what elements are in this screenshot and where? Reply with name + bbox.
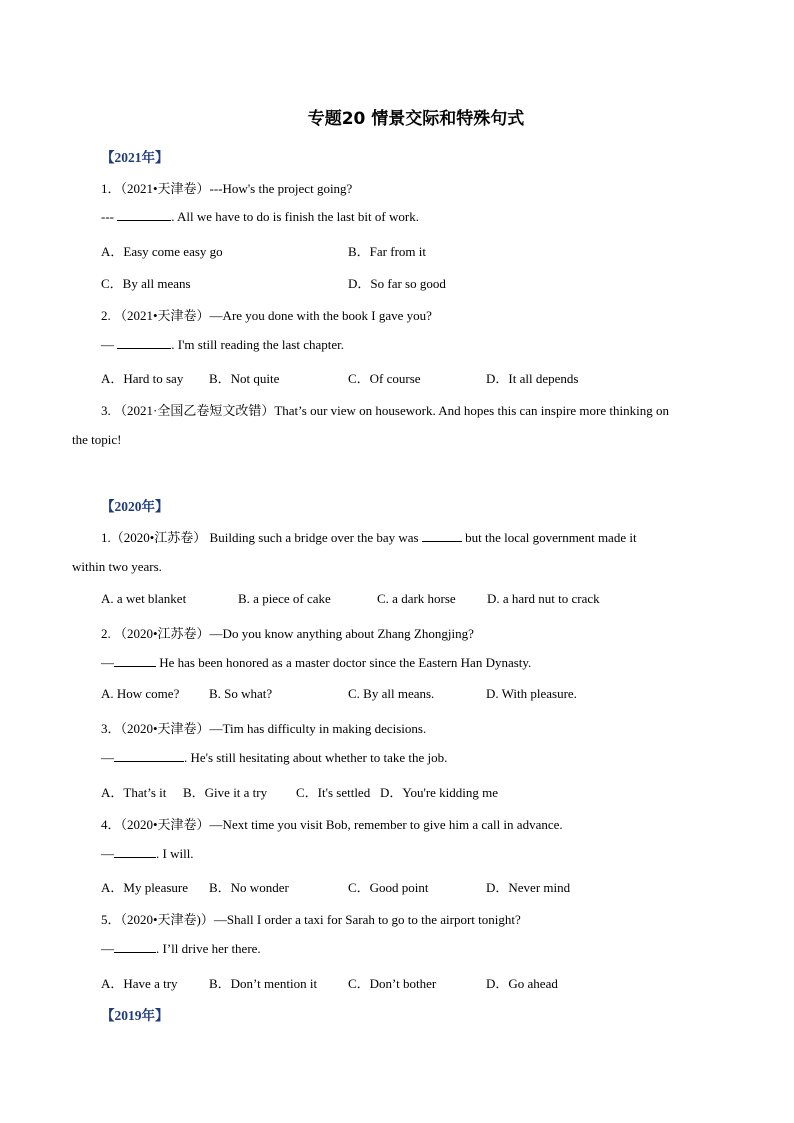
option-a: A. How come? bbox=[101, 686, 180, 701]
reply-prefix: — bbox=[101, 846, 114, 861]
answer-blank bbox=[114, 750, 184, 762]
option-b: B. So what? bbox=[209, 686, 273, 701]
option-a: A．That’s it bbox=[101, 785, 167, 800]
reply-prefix: — bbox=[101, 337, 114, 352]
year-heading-2020: 【2020年】 bbox=[101, 499, 169, 514]
question-2021-1-prompt: 1．（2021•天津卷）---How's the project going? bbox=[101, 181, 353, 196]
reply-text: . I’ll drive her there. bbox=[156, 941, 261, 956]
option-b: B．Don’t mention it bbox=[209, 976, 318, 991]
option-d: D．Go ahead bbox=[486, 976, 558, 991]
reply-text: . I'm still reading the last chapter. bbox=[171, 337, 344, 352]
option-c: C．It's settled bbox=[296, 785, 371, 800]
question-2020-2-reply bbox=[101, 655, 531, 671]
option-d: D．You're kidding me bbox=[380, 785, 499, 800]
option-a: A．Hard to say bbox=[101, 371, 184, 386]
answer-blank bbox=[114, 846, 156, 858]
option-b: B．Far from it bbox=[348, 244, 426, 259]
answer-blank bbox=[114, 655, 156, 667]
question-2021-2-reply bbox=[101, 337, 344, 353]
reply-text: . He's still hesitating about whether to take the job. bbox=[184, 750, 448, 765]
answer-blank bbox=[117, 337, 171, 349]
option-b: B. a piece of cake bbox=[238, 591, 331, 606]
answer-blank bbox=[114, 941, 156, 953]
option-d: D．It all depends bbox=[486, 371, 579, 386]
year-heading-2019: 【2019年】 bbox=[101, 1008, 169, 1023]
question-2020-4-reply bbox=[101, 846, 194, 862]
option-a: A．My pleasure bbox=[101, 880, 189, 895]
option-a: A．Have a try bbox=[101, 976, 178, 991]
reply-text: . I will. bbox=[156, 846, 194, 861]
question-2020-3-prompt: 3．（2020•天津卷）—Tim has difficulty in making decisions. bbox=[101, 721, 427, 736]
reply-prefix: --- bbox=[101, 209, 114, 224]
reply-prefix: — bbox=[101, 655, 114, 670]
question-2020-5-reply bbox=[101, 941, 261, 957]
answer-blank bbox=[117, 209, 171, 221]
reply-prefix: — bbox=[101, 941, 114, 956]
question-2020-2-prompt: 2. （2020•江苏卷）—Do you know anything about Zhang Zhongjing? bbox=[101, 626, 474, 641]
option-d: D. With pleasure. bbox=[486, 686, 577, 701]
option-b: B．No wonder bbox=[209, 880, 289, 895]
option-c: C．Don’t bother bbox=[348, 976, 437, 991]
option-d: D．So far so good bbox=[348, 276, 446, 291]
question-2021-3-line1: 3. （2021·全国乙卷短文改错）That’s our view on housework. And hopes this can inspire more thinking on bbox=[101, 403, 669, 418]
question-2020-3-reply bbox=[101, 750, 447, 766]
prompt-text: 1.（2020•江苏卷） Building such a bridge over the bay was bbox=[101, 530, 419, 545]
option-a: A. a wet blanket bbox=[101, 591, 187, 606]
question-2020-4-prompt: 4．（2020•天津卷）—Next time you visit Bob, remember to give him a call in advance. bbox=[101, 817, 563, 832]
reply-text: . All we have to do is finish the last bit of work. bbox=[171, 209, 419, 224]
question-2021-2-prompt: 2. （2021•天津卷）—Are you done with the book I gave you? bbox=[101, 308, 432, 323]
prompt-text-cont: but the local government made it bbox=[465, 530, 637, 545]
question-2020-1-line2: within two years. bbox=[72, 559, 162, 574]
option-c: C．Good point bbox=[348, 880, 429, 895]
year-heading-2021: 【2021年】 bbox=[101, 150, 169, 165]
reply-text: He has been honored as a master doctor since the Eastern Han Dynasty. bbox=[156, 655, 532, 670]
option-a: A．Easy come easy go bbox=[101, 244, 223, 259]
option-c: C. By all means. bbox=[348, 686, 435, 701]
answer-blank bbox=[422, 530, 462, 542]
question-2021-3-line2: the topic! bbox=[72, 432, 122, 447]
question-2021-1-reply bbox=[101, 209, 419, 225]
option-d: D．Never mind bbox=[486, 880, 571, 895]
option-d: D. a hard nut to crack bbox=[487, 591, 600, 606]
option-c: C. a dark horse bbox=[377, 591, 456, 606]
page-title: 专题20 情景交际和特殊句式 bbox=[307, 109, 525, 129]
option-b: B．Give it a try bbox=[183, 785, 268, 800]
option-c: C．By all means bbox=[101, 276, 191, 291]
question-2020-1-prompt bbox=[101, 527, 637, 546]
question-2020-5-prompt: 5．（2020•天津卷)）—Shall I order a taxi for Sarah to go to the airport tonight? bbox=[101, 912, 521, 927]
reply-prefix: — bbox=[101, 750, 114, 765]
option-c: C．Of course bbox=[348, 371, 421, 386]
option-b: B．Not quite bbox=[209, 371, 280, 386]
